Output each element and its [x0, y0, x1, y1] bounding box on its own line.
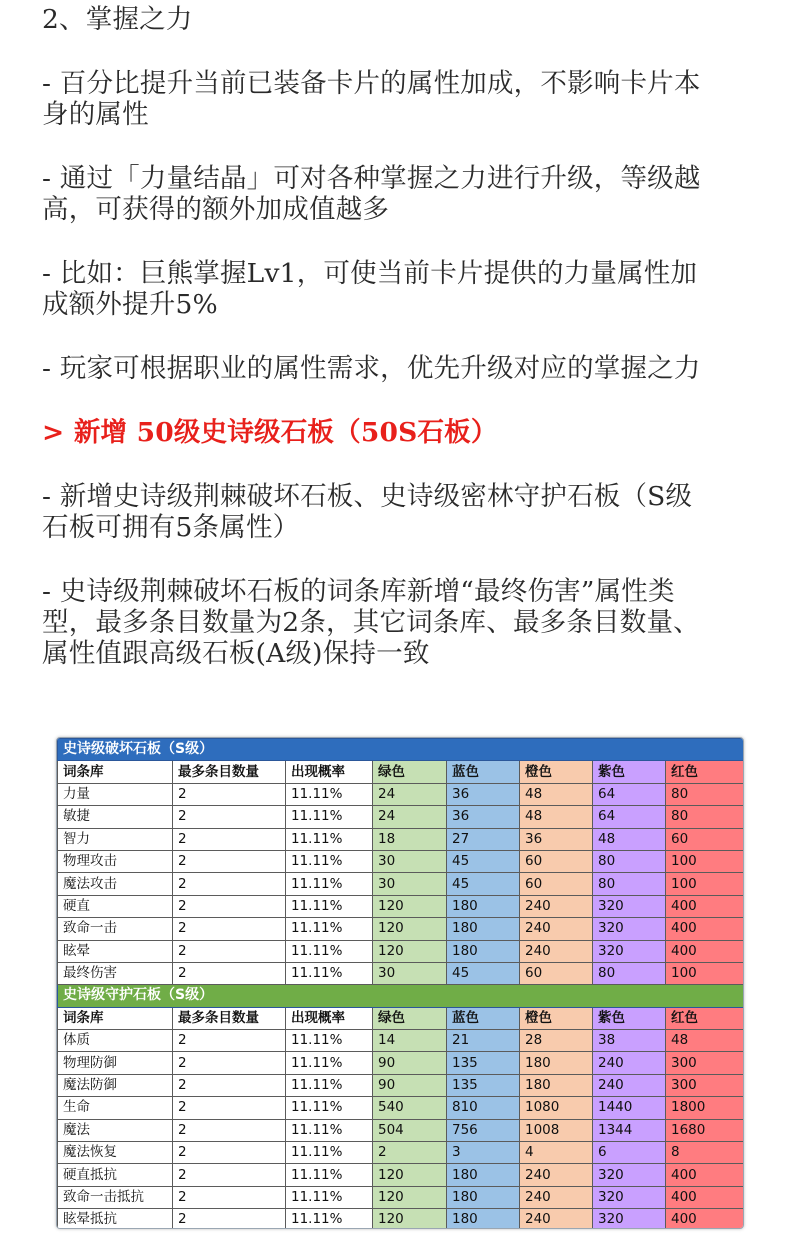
table-cell: 60 [666, 828, 744, 850]
table-cell: 240 [520, 918, 593, 940]
table-row [58, 1119, 744, 1141]
table-cell: 80 [666, 806, 744, 828]
table-cell: 810 [447, 1097, 520, 1119]
table-cell: 60 [520, 873, 593, 895]
table-cell: 100 [666, 962, 744, 984]
table-cell: 48 [666, 1030, 744, 1052]
table-cell: 36 [520, 828, 593, 850]
column-header: 词条库 [58, 761, 173, 783]
table-cell: 11.11% [286, 1164, 373, 1186]
table-cell: 120 [373, 918, 447, 940]
table-cell: 11.11% [286, 1209, 373, 1229]
table-cell: 8 [666, 1142, 744, 1164]
table-cell: 80 [593, 873, 666, 895]
table-cell: 64 [593, 783, 666, 805]
table-cell: 320 [593, 1164, 666, 1186]
table-cell: 240 [593, 1052, 666, 1074]
table-row [58, 1074, 744, 1096]
table-cell: 320 [593, 918, 666, 940]
table-cell: 320 [593, 895, 666, 917]
table-cell: 1344 [593, 1119, 666, 1141]
table-cell: 48 [520, 783, 593, 805]
table-cell: 100 [666, 873, 744, 895]
table-row [58, 806, 744, 828]
table-row [58, 783, 744, 805]
column-header: 橙色 [520, 761, 593, 783]
table-cell: 2 [173, 873, 286, 895]
table-cell: 2 [173, 783, 286, 805]
table-cell: 2 [173, 962, 286, 984]
table-cell: 11.11% [286, 828, 373, 850]
table-cell: 11.11% [286, 1097, 373, 1119]
table-cell: 756 [447, 1119, 520, 1141]
table-cell: 3 [447, 1142, 520, 1164]
table-title-row [58, 739, 744, 761]
paragraph-5-line-1: - 新增史诗级荆棘破坏石板、史诗级密林守护石板（S级 [42, 481, 693, 512]
table-row [58, 962, 744, 984]
table-cell: 11.11% [286, 850, 373, 872]
table-title-row [58, 985, 744, 1007]
table-cell: 11.11% [286, 1186, 373, 1208]
table-row [58, 1142, 744, 1164]
table-cell: 400 [666, 1164, 744, 1186]
table-row [58, 1030, 744, 1052]
table-cell: 48 [593, 828, 666, 850]
column-header: 最多条目数量 [173, 1007, 286, 1029]
table-row [58, 1097, 744, 1119]
table-row [58, 940, 744, 962]
table-row [58, 873, 744, 895]
table-cell: 物理防御 [58, 1052, 173, 1074]
table-cell: 540 [373, 1097, 447, 1119]
table-cell: 11.11% [286, 873, 373, 895]
table-cell: 6 [593, 1142, 666, 1164]
table-cell: 48 [520, 806, 593, 828]
table-cell: 2 [173, 1030, 286, 1052]
paragraph-1-line-2: 身的属性 [42, 99, 149, 130]
table-cell: 320 [593, 1186, 666, 1208]
table-cell: 80 [666, 783, 744, 805]
table-cell: 眩晕 [58, 940, 173, 962]
table-cell: 80 [593, 962, 666, 984]
table-row [58, 850, 744, 872]
table-cell: 90 [373, 1052, 447, 1074]
table-cell: 2 [373, 1142, 447, 1164]
table-cell: 2 [173, 1119, 286, 1141]
table-cell: 240 [520, 895, 593, 917]
table-cell: 400 [666, 1186, 744, 1208]
table-cell: 120 [373, 895, 447, 917]
table-row [58, 1052, 744, 1074]
table-cell: 120 [373, 1186, 447, 1208]
table-cell: 30 [373, 850, 447, 872]
table-cell: 180 [447, 1164, 520, 1186]
table-cell: 眩晕抵抗 [58, 1209, 173, 1229]
table-cell: 240 [520, 1186, 593, 1208]
paragraph-2-line-1: - 通过「力量结晶」可对各种掌握之力进行升级，等级越 [42, 163, 701, 194]
table-cell: 11.11% [286, 783, 373, 805]
table-cell: 400 [666, 918, 744, 940]
table-header-row [58, 761, 744, 783]
section-heading: 2、掌握之力 [42, 4, 193, 35]
table-cell: 魔法攻击 [58, 873, 173, 895]
table-cell: 1440 [593, 1097, 666, 1119]
table-cell: 90 [373, 1074, 447, 1096]
table-cell: 2 [173, 1209, 286, 1229]
paragraph-4-line-1: - 玩家可根据职业的属性需求，优先升级对应的掌握之力 [42, 353, 701, 384]
table-cell: 魔法防御 [58, 1074, 173, 1096]
table-cell: 11.11% [286, 918, 373, 940]
column-header: 词条库 [58, 1007, 173, 1029]
table-cell: 36 [447, 806, 520, 828]
table-cell: 240 [520, 1164, 593, 1186]
paragraph-6-line-1: - 史诗级荆棘破坏石板的词条库新增“最终伤害”属性类 [42, 576, 675, 607]
table-cell: 30 [373, 873, 447, 895]
table-cell: 135 [447, 1074, 520, 1096]
column-header: 橙色 [520, 1007, 593, 1029]
paragraph-5-line-2: 石板可拥有5条属性） [42, 512, 300, 543]
table-cell: 64 [593, 806, 666, 828]
table-cell: 2 [173, 1074, 286, 1096]
table-title: 史诗级守护石板（S级） [58, 985, 744, 1007]
table-row [58, 828, 744, 850]
table-row [58, 1186, 744, 1208]
table-cell: 45 [447, 873, 520, 895]
table-cell: 400 [666, 940, 744, 962]
table-cell: 2 [173, 850, 286, 872]
table-cell: 2 [173, 806, 286, 828]
table-row [58, 895, 744, 917]
table-cell: 28 [520, 1030, 593, 1052]
table-cell: 400 [666, 1209, 744, 1229]
table-cell: 体质 [58, 1030, 173, 1052]
table-cell: 240 [593, 1074, 666, 1096]
table-cell: 1080 [520, 1097, 593, 1119]
table-cell: 180 [447, 918, 520, 940]
table-row [58, 1209, 744, 1229]
table-cell: 38 [593, 1030, 666, 1052]
table-cell: 11.11% [286, 962, 373, 984]
table-cell: 45 [447, 850, 520, 872]
table-cell: 11.11% [286, 895, 373, 917]
table-cell: 320 [593, 940, 666, 962]
table-cell: 45 [447, 962, 520, 984]
table-body [58, 739, 744, 1230]
table-cell: 2 [173, 1097, 286, 1119]
column-header: 出现概率 [286, 761, 373, 783]
table-cell: 180 [447, 1186, 520, 1208]
table-cell: 180 [447, 895, 520, 917]
article [42, 0, 762, 669]
table-cell: 30 [373, 962, 447, 984]
table-cell: 80 [593, 850, 666, 872]
table-cell: 240 [520, 1209, 593, 1229]
column-header: 紫色 [593, 1007, 666, 1029]
table-cell: 240 [520, 940, 593, 962]
column-header: 绿色 [373, 1007, 447, 1029]
stone-slab-table-image [56, 737, 744, 1229]
table-cell: 物理攻击 [58, 850, 173, 872]
table-cell: 11.11% [286, 940, 373, 962]
column-header: 红色 [666, 761, 744, 783]
column-header: 蓝色 [447, 1007, 520, 1029]
table-cell: 2 [173, 1186, 286, 1208]
column-header: 最多条目数量 [173, 761, 286, 783]
table-cell: 生命 [58, 1097, 173, 1119]
table-cell: 智力 [58, 828, 173, 850]
table-cell: 400 [666, 895, 744, 917]
table-cell: 2 [173, 1164, 286, 1186]
table-cell: 21 [447, 1030, 520, 1052]
table-cell: 100 [666, 850, 744, 872]
paragraph-3-line-1: - 比如：巨熊掌握Lv1，可使当前卡片提供的力量属性加 [42, 258, 698, 289]
table-cell: 180 [520, 1074, 593, 1096]
table-cell: 120 [373, 1209, 447, 1229]
table-cell: 力量 [58, 783, 173, 805]
table-cell: 1800 [666, 1097, 744, 1119]
table-cell: 120 [373, 940, 447, 962]
table-title: 史诗级破坏石板（S级） [58, 739, 744, 761]
table-cell: 300 [666, 1052, 744, 1074]
paragraph-1-line-1: - 百分比提升当前已装备卡片的属性加成，不影响卡片本 [42, 68, 701, 99]
table-cell: 180 [447, 1209, 520, 1229]
table-cell: 300 [666, 1074, 744, 1096]
table-cell: 180 [520, 1052, 593, 1074]
table-cell: 11.11% [286, 1142, 373, 1164]
column-header: 绿色 [373, 761, 447, 783]
table-cell: 最终伤害 [58, 962, 173, 984]
table-cell: 致命一击 [58, 918, 173, 940]
table-cell: 60 [520, 850, 593, 872]
column-header: 出现概率 [286, 1007, 373, 1029]
new-section-heading: > 新增 50级史诗级石板（50S石板） [42, 417, 498, 448]
table-cell: 180 [447, 940, 520, 962]
table-cell: 硬直 [58, 895, 173, 917]
table-cell: 27 [447, 828, 520, 850]
paragraph-3-line-2: 成额外提升5% [42, 289, 218, 320]
paragraph-6-line-2: 型，最多条目数量为2条，其它词条库、最多条目数量、 [42, 607, 700, 638]
stone-slab-table [57, 738, 744, 1229]
table-cell: 11.11% [286, 1119, 373, 1141]
table-cell: 魔法 [58, 1119, 173, 1141]
table-cell: 硬直抵抗 [58, 1164, 173, 1186]
table-row [58, 918, 744, 940]
table-cell: 504 [373, 1119, 447, 1141]
table-cell: 11.11% [286, 806, 373, 828]
paragraph-2-line-2: 高，可获得的额外加成值越多 [42, 194, 390, 225]
table-cell: 致命一击抵抗 [58, 1186, 173, 1208]
table-cell: 魔法恢复 [58, 1142, 173, 1164]
table-cell: 11.11% [286, 1052, 373, 1074]
table-cell: 135 [447, 1052, 520, 1074]
paragraph-6-line-3: 属性值跟高级石板(A级)保持一致 [42, 638, 430, 669]
table-cell: 2 [173, 1052, 286, 1074]
table-row [58, 1164, 744, 1186]
table-cell: 2 [173, 895, 286, 917]
table-cell: 60 [520, 962, 593, 984]
table-cell: 敏捷 [58, 806, 173, 828]
table-cell: 320 [593, 1209, 666, 1229]
table-cell: 36 [447, 783, 520, 805]
table-cell: 11.11% [286, 1030, 373, 1052]
table-header-row [58, 1007, 744, 1029]
column-header: 紫色 [593, 761, 666, 783]
table-cell: 24 [373, 806, 447, 828]
table-cell: 2 [173, 1142, 286, 1164]
table-cell: 24 [373, 783, 447, 805]
table-cell: 4 [520, 1142, 593, 1164]
table-cell: 1680 [666, 1119, 744, 1141]
table-cell: 2 [173, 918, 286, 940]
table-cell: 1008 [520, 1119, 593, 1141]
table-cell: 18 [373, 828, 447, 850]
table-cell: 11.11% [286, 1074, 373, 1096]
table-cell: 2 [173, 940, 286, 962]
table-cell: 2 [173, 828, 286, 850]
column-header: 蓝色 [447, 761, 520, 783]
table-cell: 14 [373, 1030, 447, 1052]
column-header: 红色 [666, 1007, 744, 1029]
table-cell: 120 [373, 1164, 447, 1186]
